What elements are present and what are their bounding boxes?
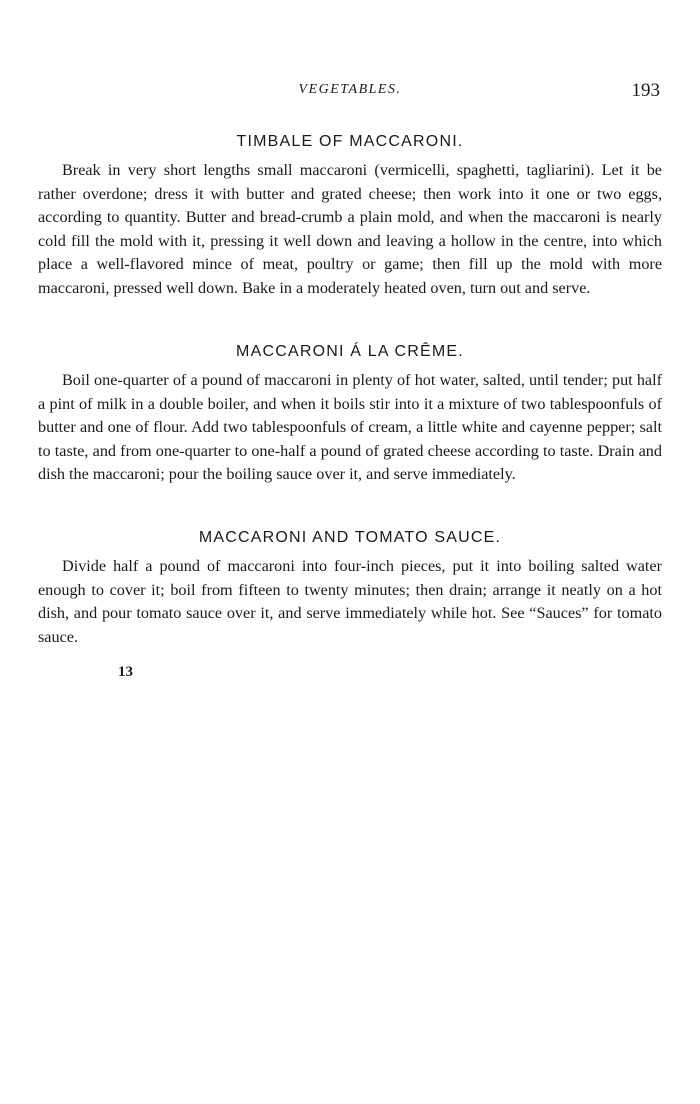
- recipe-body: Divide half a pound of maccaroni into four-inch pieces, put it into boiling salted water enough to cover it; boil from fifteen to twenty minutes; then drain; arrange it neatly on a hot dish, and pour tomato sauce over it, and serve immediately while hot. See “Sauces” for tomato sauce.: [38, 557, 662, 646]
- recipe-title: MACCARONI Á LA CRÊME.: [236, 343, 464, 360]
- recipe-maccaroni-and-tomato-sauce: [38, 529, 662, 649]
- recipe-title: TIMBALE OF MACCARONI.: [236, 133, 464, 150]
- recipe-body: Break in very short lengths small maccaroni (vermicelli, spaghetti, tagliarini). Let it be rather overdone; dress it with butter and grated cheese; then work into it one or two eggs, according to quantity. Butter and bread-crumb a plain mold, and when the maccaroni is nearly cold fill the mold with it, pressing it well down and leaving a hollow in the centre, into which place a well-flavored mince of meat, poultry or game; then fill up the mold with more maccaroni, pressed well down. Bake in a moderately heated oven, turn out and serve.: [38, 161, 662, 297]
- recipe-maccaroni-a-la-creme: [38, 343, 662, 487]
- recipe-title: MACCARONI AND TOMATO SAUCE.: [198, 529, 502, 546]
- signature-mark: 13: [118, 664, 133, 680]
- page-number: 193: [631, 80, 660, 101]
- running-title: VEGETABLES.: [298, 82, 402, 97]
- running-head: [0, 80, 700, 102]
- recipe-body: Boil one-quarter of a pound of maccaroni in plenty of hot water, salted, until tender; put half a pint of milk in a double boiler, and when it boils stir into it a mixture of two tablespoonfuls of butter and one of flour. Add two tablespoonfuls of cream, a little white and cayenne pepper; salt to taste, and from one-quarter to one-half a pound of grated cheese according to taste. Drain and dish the maccaroni; pour the boiling sauce over it, and serve immediately.: [38, 371, 662, 484]
- recipe-timbale-of-maccaroni: [38, 133, 662, 301]
